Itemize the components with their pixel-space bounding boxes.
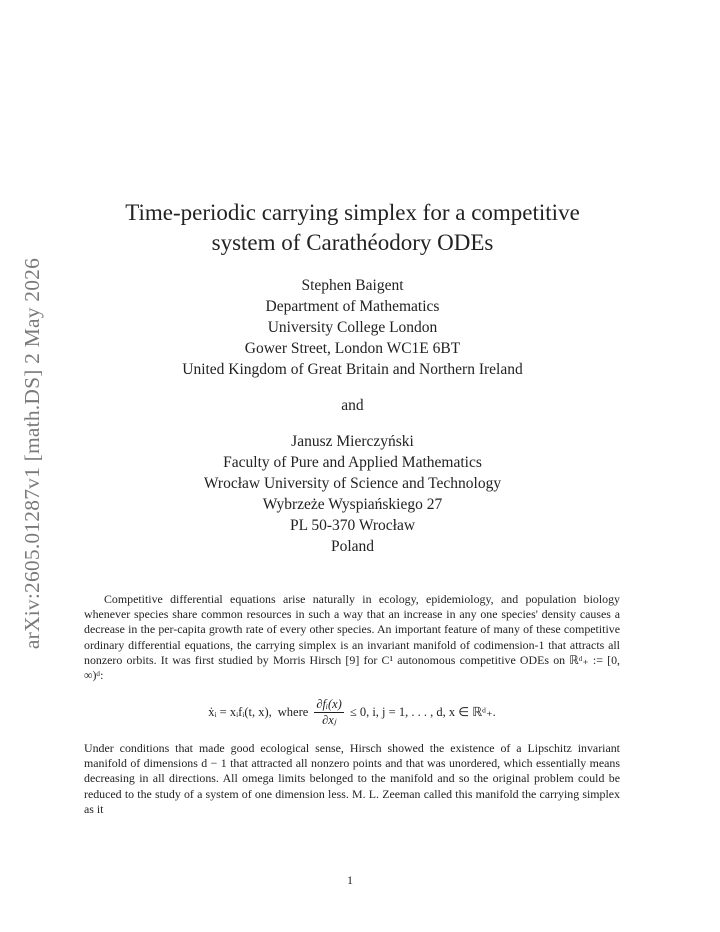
author-name: Janusz Mierczyński (291, 433, 414, 450)
abstract-paragraph-1 (84, 592, 620, 683)
affiliation-line: University College London (267, 319, 438, 336)
affiliation-line: Poland (330, 538, 375, 555)
arxiv-identifier: arXiv:2605.01287v1 [math.DS] 2 May 2026 (20, 257, 45, 649)
page-number: 1 (347, 873, 353, 887)
fraction-numerator: ∂fᵢ(x) (316, 696, 342, 711)
fraction-denominator: ∂xⱼ (322, 712, 337, 727)
abstract-paragraph-2 (84, 741, 620, 817)
affiliation-line: Wrocław University of Science and Technology (203, 475, 502, 492)
display-equation (84, 692, 620, 732)
equation-where: where (277, 704, 309, 719)
and-separator (90, 395, 615, 416)
equation-rhs: ≤ 0, i, j = 1, . . . , d, x ∈ ℝᵈ₊. (349, 705, 496, 719)
affiliation-line: Wybrzeże Wyspiańskiego 27 (262, 496, 443, 513)
author-name: Stephen Baigent (301, 277, 404, 294)
abstract-text: Under conditions that made good ecological sense, Hirsch showed the existence of a Lipschitz invariant manifold of dimensions d − 1 that attracted all nonzero points and that was unordered, which essentially means decreasing in all directions. All omega limits belonged to the manifold and so the original problem could be reduced to the study of a system of one dimension less. M. L. Zeeman called this manifold the carrying simplex as it (84, 741, 620, 816)
abstract-text: Competitive differential equations arise naturally in ecology, epidemiology, and population biology whenever species share common resources in such a way that an increase in any one species' density causes a decrease in the per-capita growth rate of every other species. An important feature of many of these competitive ordinary differential equations, the carrying simplex is an invariant manifold of codimension-1 that attracts all nonzero orbits. It was first studied by Morris Hirsch [9] for C¹ autonomous competitive ODEs on ℝᵈ₊ := [0, ∞)ᵈ: (84, 592, 620, 683)
equation-fraction (314, 697, 344, 728)
affiliation-line: Department of Mathematics (265, 298, 440, 315)
title-line: system of Carathéodory ODEs (211, 230, 494, 255)
title-line: Time-periodic carrying simplex for a competitive (125, 200, 580, 225)
and-word: and (341, 397, 364, 414)
author-block-2 (90, 431, 615, 557)
author-block-1 (90, 275, 615, 380)
paper-title (90, 198, 615, 258)
affiliation-line: United Kingdom of Great Britain and Northern Ireland (182, 361, 523, 378)
affiliation-line: PL 50-370 Wrocław (289, 517, 416, 534)
equation-lhs: ẋᵢ = xᵢfᵢ(t, x), (208, 704, 272, 719)
affiliation-line: Gower Street, London WC1E 6BT (244, 340, 461, 357)
affiliation-line: Faculty of Pure and Applied Mathematics (223, 454, 482, 471)
arxiv-side-stamp (18, 248, 48, 658)
